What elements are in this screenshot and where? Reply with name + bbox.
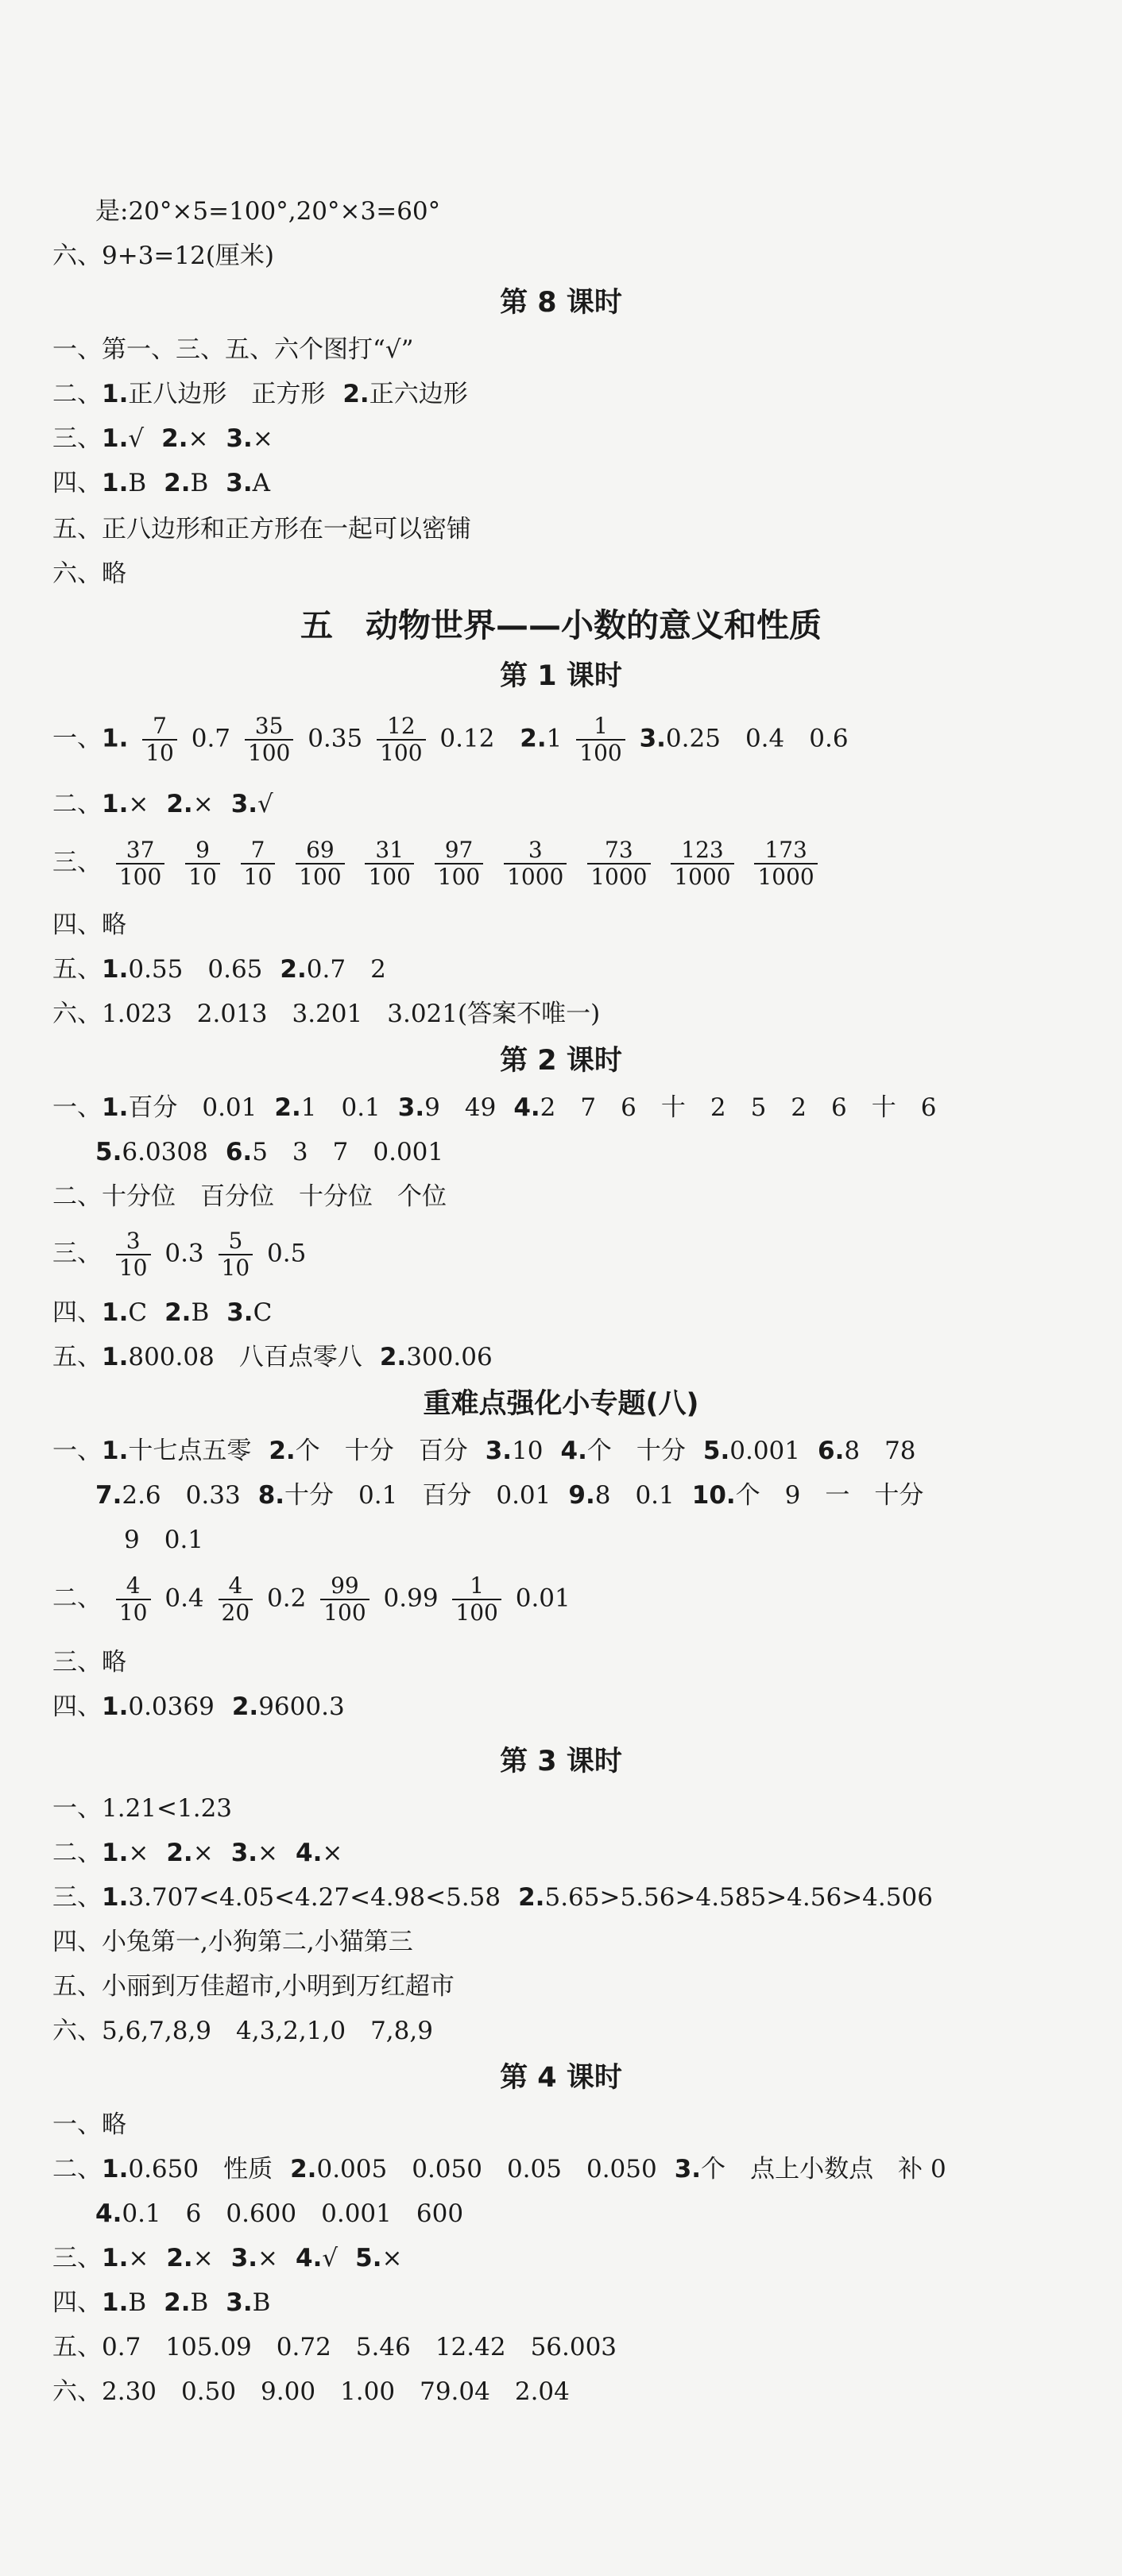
answer-line: 三、略 xyxy=(52,1648,126,1677)
fraction: $\frac{7}{10}$ xyxy=(241,837,276,890)
answer-line: 四、1.B 2.B 3.B xyxy=(52,2288,271,2317)
answer-line: 一、1.百分 0.01 2.1 0.1 3.9 49 4.2 7 6 十 2 5 2 6 十 6 xyxy=(52,1093,937,1122)
fraction: $\frac{3}{10}$ xyxy=(116,1228,151,1281)
answer-line: 5.6.0308 6.5 3 7 0.001 xyxy=(95,1138,444,1166)
answer-line: 五、1.0.55 0.65 2.0.7 2 xyxy=(52,955,386,984)
answer-line: 三、1.√ 2.× 3.× xyxy=(52,424,273,453)
fraction: $\frac{3}{1000}$ xyxy=(504,837,567,890)
fraction: $\frac{9}{10}$ xyxy=(185,837,220,890)
answer-line: 六、5,6,7,8,9 4,3,2,1,0 7,8,9 xyxy=(52,2017,433,2045)
answer-line: 四、1.C 2.B 3.C xyxy=(52,1298,273,1327)
answer-line: 二、1.0.650 性质 2.0.005 0.050 0.05 0.050 3.个 点上小数点 补 0 xyxy=(52,2155,946,2183)
fraction: $\frac{12}{100}$ xyxy=(377,714,425,766)
answer-line: 四、小兔第一,小狗第二,小猫第三 xyxy=(52,1928,413,1956)
answer-line: 二、1.正八边形 正方形 2.正六边形 xyxy=(52,380,468,408)
answer-line: 二、1.× 2.× 3.√ xyxy=(52,790,273,818)
answer-line: 四、略 xyxy=(52,911,126,939)
fraction: $\frac{31}{100}$ xyxy=(365,837,413,890)
fraction: $\frac{1}{100}$ xyxy=(452,1573,501,1626)
answer-line: 9 0.1 xyxy=(124,1526,204,1554)
answer-line: 六、1.023 2.013 3.201 3.021(答案不唯一) xyxy=(52,1000,601,1028)
answer-line: 三、1.× 2.× 3.× 4.√ 5.× xyxy=(52,2244,403,2272)
lesson-heading: 第 1 课时 xyxy=(500,660,622,692)
fraction: $\frac{37}{100}$ xyxy=(116,837,164,890)
answer-line: 一、第一、三、五、六个图打“√” xyxy=(52,335,414,364)
answer-line: 一、1.十七点五零 2.个 十分 百分 3.10 4.个 十分 5.0.001 6.8 78 xyxy=(52,1437,916,1465)
fraction: $\frac{1}{100}$ xyxy=(576,714,625,766)
lesson-heading: 第 8 课时 xyxy=(500,287,622,319)
answer-line: 7.2.6 0.33 8.十分 0.1 百分 0.01 9.8 0.1 10.个 9 一 十分 xyxy=(95,1481,924,1510)
fraction: $\frac{97}{100}$ xyxy=(435,837,483,890)
fraction: $\frac{5}{10}$ xyxy=(219,1228,253,1281)
answer-line: 六、2.30 0.50 9.00 1.00 79.04 2.04 xyxy=(52,2377,570,2406)
answer-line: 一、略 xyxy=(52,2110,126,2139)
answer-line: 二、十分位 百分位 十分位 个位 xyxy=(52,1182,447,1211)
lesson-heading: 第 3 课时 xyxy=(500,1746,622,1777)
fraction: $\frac{4}{10}$ xyxy=(116,1573,151,1626)
answer-line: 六、略 xyxy=(52,559,126,588)
answer-line: 二、 $\frac{4}{10}$ 0.4 $\frac{4}{20}$ 0.2 $\frac{99}{100}$ 0.99 $\frac{1}{100}$ 0.01 xyxy=(52,1572,571,1626)
answer-line: 三、1.3.707<4.05<4.27<4.98<5.58 2.5.65>5.56>4.585>4.56>4.506 xyxy=(52,1883,933,1912)
answer-line: 五、0.7 105.09 0.72 5.46 12.42 56.003 xyxy=(52,2333,617,2361)
answer-line: 4.0.1 6 0.600 0.001 600 xyxy=(95,2199,464,2228)
answer-line: 二、1.× 2.× 3.× 4.× xyxy=(52,1839,343,1867)
answer-line: 五、正八边形和正方形在一起可以密铺 xyxy=(52,515,471,543)
unit-title: 五 动物世界——小数的意义和性质 xyxy=(300,606,822,644)
answer-line: 一、1.21<1.23 xyxy=(52,1794,233,1823)
answer-line: 一、1. $\frac{7}{10}$ 0.7 $\frac{35}{100}$ 0.35 $\frac{12}{100}$ 0.12 2.1 $\frac{1}{100}$ 3.0.25 0.4 0.6 xyxy=(52,713,849,766)
answer-line: 五、1.800.08 八百点零八 2.300.06 xyxy=(52,1343,493,1371)
answer-line: 三、 $\frac{37}{100}$ $\frac{9}{10}$ $\frac{7}{10}$ $\frac{69}{100}$ $\frac{31}{100}$ $\frac{97}{100}$ $\frac{3}{1000}$ $\frac{73}{1000}$ $\frac{123}{1000}$ $\frac{173}{1000}$ xyxy=(52,837,824,890)
fraction: $\frac{123}{1000}$ xyxy=(671,837,733,890)
lesson-heading: 第 2 课时 xyxy=(500,1045,622,1077)
fraction: $\frac{73}{1000}$ xyxy=(587,837,650,890)
fraction: $\frac{4}{20}$ xyxy=(219,1573,253,1626)
fraction: $\frac{7}{10}$ xyxy=(142,714,177,766)
answer-line: 是:20°×5=100°,20°×3=60° xyxy=(95,197,441,226)
fraction: $\frac{35}{100}$ xyxy=(245,714,293,766)
lesson-heading: 第 4 课时 xyxy=(500,2062,622,2094)
answer-line: 三、 $\frac{3}{10}$ 0.3 $\frac{5}{10}$ 0.5 xyxy=(52,1228,307,1281)
topic-heading: 重难点强化小专题(八) xyxy=(423,1388,699,1420)
fraction: $\frac{99}{100}$ xyxy=(320,1573,369,1626)
answer-line: 四、1.B 2.B 3.A xyxy=(52,469,271,497)
answer-line: 六、9+3=12(厘米) xyxy=(52,242,275,270)
fraction: $\frac{173}{1000}$ xyxy=(754,837,817,890)
answer-line: 五、小丽到万佳超市,小明到万红超市 xyxy=(52,1972,455,2001)
fraction: $\frac{69}{100}$ xyxy=(296,837,344,890)
answer-line: 四、1.0.0369 2.9600.3 xyxy=(52,1692,345,1721)
